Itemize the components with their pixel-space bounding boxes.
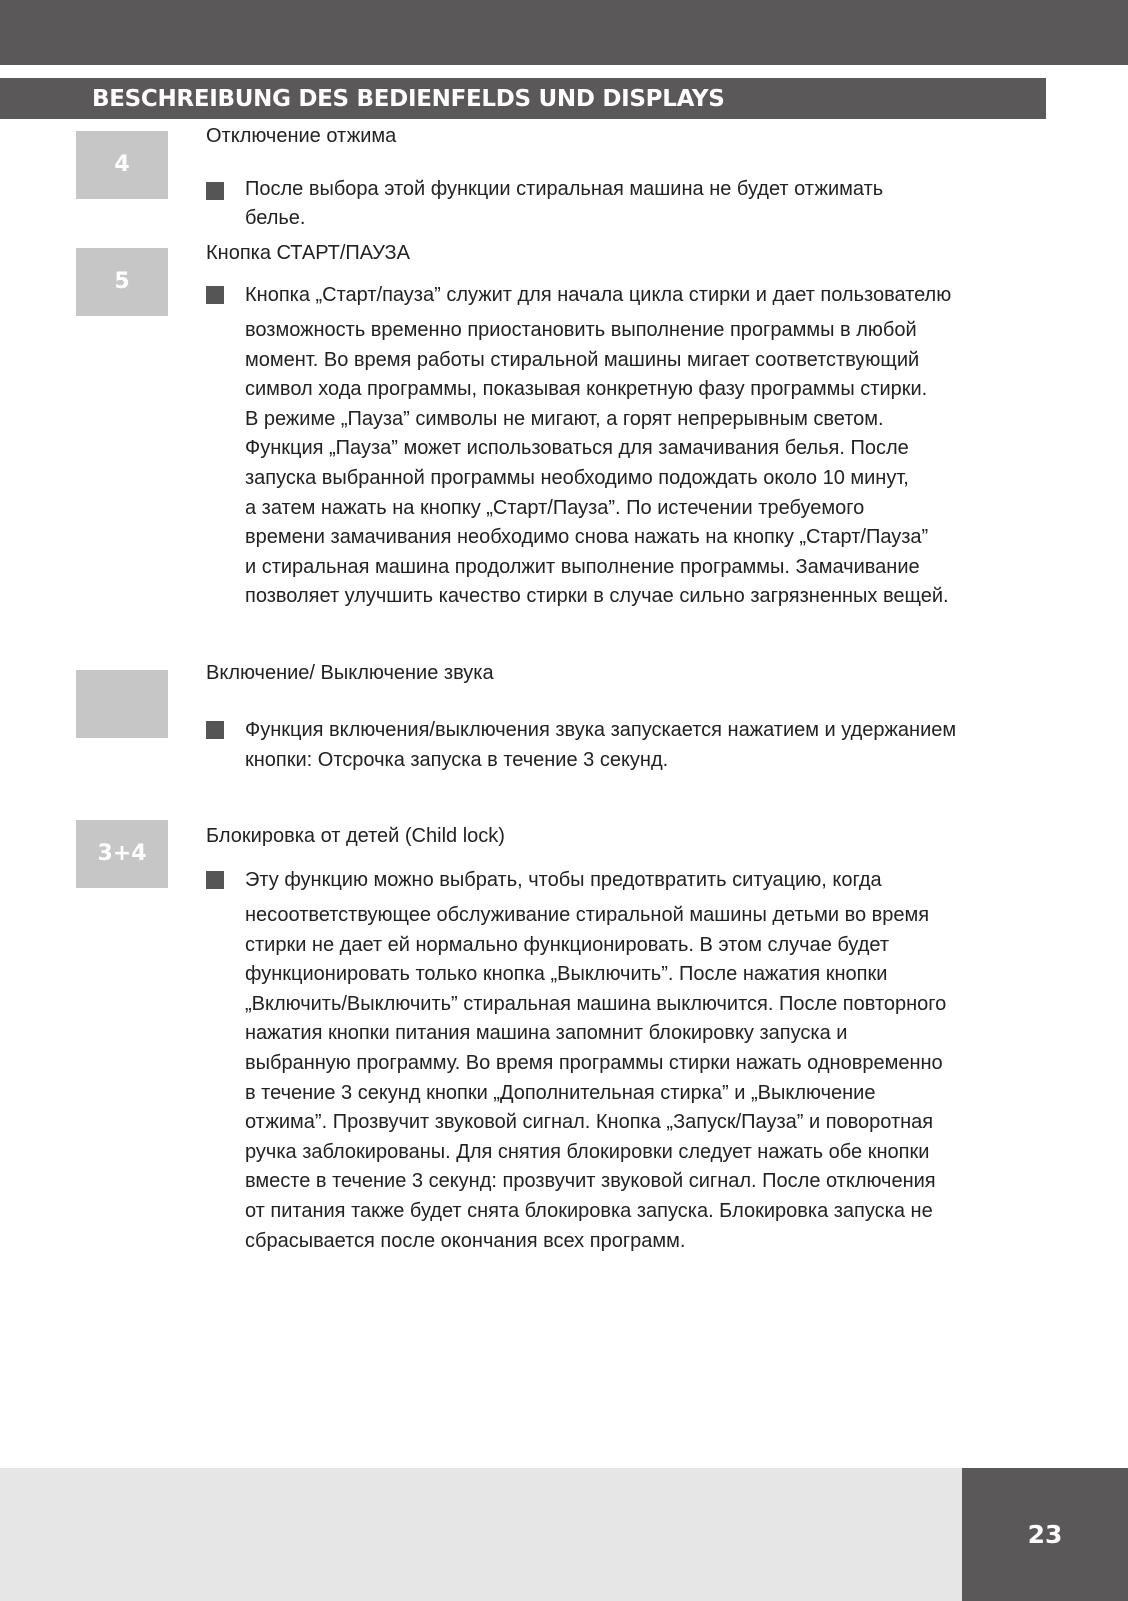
- paragraph-child-lock: несоответствующее обслуживание стиральной машины детьми во время стирки не дает ей нормально функционировать. В этом случае будет функционировать только кнопка „Выключить”. После нажатия кнопки „Включить/Выключить” стиральная машина выключится. После повторного нажатия кнопки питания машина запомнит блокировку запуска и выбранную программу. Во время программы стирки нажать одновременно в течение 3 секунд кнопки „Дополнительная стирка” и „Выключение отжима”. Прозвучит звуковой сигнал. Кнопка „Запуск/Пауза” и поворотная ручка заблокированы. Для снятия блокировки следует нажать обе кнопки вместе в течение 3 секунд: прозвучит звуковой сигнал. После отключения от питания также будет снята блокировка запуска. Блокировка запуска не сбрасывается после окончания всех программ.: [245, 904, 947, 1252]
- bullet-square: [206, 182, 224, 200]
- bullet-square: [206, 286, 224, 304]
- section-title-sound: Включение/ Выключение звука: [206, 662, 494, 684]
- paragraph-sound: Функция включения/выключения звука запускается нажатием и удержанием кнопки: Отсрочка запуска в течение 3 секунд.: [245, 719, 957, 771]
- paragraph-start-pause-first-line: Кнопка „Старт/пауза” служит для начала цикла стирки и дает пользователю: [245, 284, 952, 306]
- badge-sound: [76, 670, 168, 738]
- bullet-square: [206, 721, 224, 739]
- badge-5: 5: [76, 248, 168, 316]
- section-title-spin-off: Отключение отжима: [206, 125, 397, 147]
- bullet-square: [206, 871, 224, 889]
- paragraph-child-lock-first-line: Эту функцию можно выбрать, чтобы предотвратить ситуацию, когда: [245, 869, 882, 891]
- paragraph-start-pause: возможность временно приостановить выполнение программы в любой момент. Во время работы стиральной машины мигает соответствующий символ хода программы, показывая конкретную фазу программы стирки. В режиме „Пауза” символы не мигают, а горят непрерывным светом. Функция „Пауза” может использоваться для замачивания белья. После запуска выбранной программы необходимо подождать около 10 минут, а затем нажать на кнопку „Старт/Пауза”. По истечении требуемого времени замачивания необходимо снова нажать на кнопку „Старт/Пауза” и стиральная машина продолжит выполнение программы. Замачивание позволяет улучшить качество стирки в случае сильно загрязненных вещей.: [245, 319, 949, 608]
- page-number: 23: [962, 1468, 1128, 1601]
- section-title-start-pause: Кнопка СТАРТ/ПАУЗА: [206, 242, 410, 264]
- section-header: BESCHREIBUNG DES BEDIENFELDS UND DISPLAYS: [0, 78, 1046, 119]
- badge-3-4: 3+4: [76, 820, 168, 888]
- section-title-child-lock: Блокировка от детей (Child lock): [206, 825, 505, 847]
- footer-band: [0, 1468, 962, 1601]
- paragraph-spin-off: После выбора этой функции стиральная машина не будет отжимать белье.: [245, 178, 884, 229]
- top-bar: [0, 0, 1128, 65]
- badge-4: 4: [76, 131, 168, 199]
